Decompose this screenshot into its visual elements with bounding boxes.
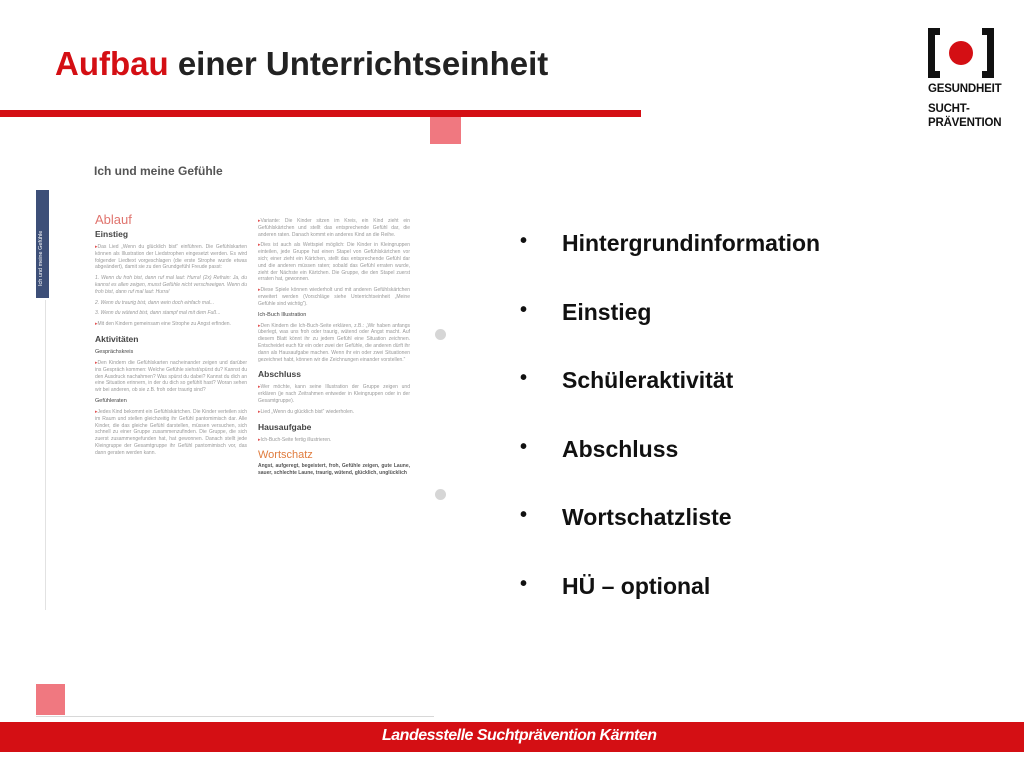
doc-paragraph: 1. Wenn du froh bist, dann ruf mal laut: Hurra! (2x) Refrain: Ja, du kannst es allen zeigen, musst Gefühle nicht verschweigen. Wenn du froh bist, dann ruf mal laut: Hurra!	[95, 275, 247, 295]
document-sidebar-label: Ich und meine Gefühle	[38, 230, 44, 286]
bullet-item: • Schüleraktivität	[520, 367, 820, 436]
logo	[928, 28, 1002, 130]
doc-paragraph: Angst, aufgeregt, begeistert, froh, Gefühle zeigen, gute Laune, sauer, schlechte Laune, traurig, wütend, glücklich, unglücklich	[258, 463, 410, 477]
document-margin-line	[45, 300, 46, 610]
decor-square-bottom	[36, 684, 65, 715]
title-underline	[0, 110, 641, 117]
bullet-item: • Abschluss	[520, 436, 820, 505]
divider	[36, 716, 434, 717]
doc-subheading: Gefühleraten	[95, 397, 127, 404]
doc-paragraph: ▸ Variante: Die Kinder sitzen im Kreis, ein Kind zieht ein Gefühlskärtchen und stellt das entsprechende Gefühl dar, die anderen raten. Danach kommt ein anderes Kind an die Reihe.	[258, 218, 410, 238]
logo-line-3: PRÄVENTION	[928, 117, 1002, 129]
doc-paragraph: ▸ Wer möchte, kann seine Illustration der Gruppe zeigen und erklären (je nach Zeitrahmen entweder in Kleingruppen oder in der Gesamtgruppe).	[258, 384, 410, 404]
decor-square-top	[430, 117, 461, 144]
doc-heading-hausaufgabe: Hausaufgabe	[258, 421, 312, 432]
doc-paragraph: ▸ Ich-Buch-Seite fertig illustrieren.	[258, 437, 410, 444]
slide-title	[55, 45, 548, 83]
decor-dot	[435, 329, 446, 340]
doc-subheading: Ich-Buch Illustration	[258, 311, 307, 318]
footer-bar	[0, 722, 1024, 752]
bullet-list	[520, 230, 820, 641]
logo-line-2: SUCHT-	[928, 103, 970, 115]
bullet-item: • Wortschatzliste	[520, 504, 820, 573]
slide-title-rest: einer Unterrichtseinheit	[168, 45, 549, 82]
doc-subheading: Gesprächskreis	[95, 348, 134, 355]
document-sidebar-tab	[36, 190, 49, 298]
doc-paragraph: ▸ Dies ist auch als Wettspiel möglich: Die Kinder in Kleingruppen einteilen, jede Gruppe hat einen Stapel von Gefühlskärtchen vor sich; einer zieht ein Kärtchen, stellt das entsprechende Gefühl dar und die anderen müssen raten; sobald das Gefühl erraten wurde, zieht der Nächste ein Kärtchen. Die Gruppe, die den Stapel zuerst erraten hat, gewonnen.	[258, 242, 410, 283]
doc-heading-ablauf: Ablauf	[95, 212, 132, 227]
doc-heading-abschluss: Abschluss	[258, 369, 301, 380]
logo-mark-icon	[928, 28, 994, 80]
doc-paragraph: 2. Wenn du traurig bist, dann wein doch einfach mal...	[95, 299, 215, 306]
slide-title-accent: Aufbau	[55, 45, 169, 82]
doc-paragraph: ▸ Lied „Wenn du glücklich bist“ wiederholen.	[258, 409, 410, 416]
decor-dot	[435, 489, 446, 500]
bullet-item: • Hintergrundinformation	[520, 230, 820, 299]
logo-line-1: GESUNDHEIT	[928, 83, 1002, 95]
document-column-left	[95, 212, 247, 457]
doc-paragraph: ▸ Mit den Kindern gemeinsam eine Strophe zu Angst erfinden.	[95, 321, 247, 328]
doc-paragraph: ▸ Jedes Kind bekommt ein Gefühlskärtchen. Die Kinder verteilen sich im Raum und stellen gleichzeitig ihr Gefühl pantomimisch dar. Alle Kinder, die das gleiche Gefühl darstellen, müssen versuchen, sich schnell zu einer Gruppe zusammenzufinden. Die Gruppe, die sich zuerst zusammengefunden hat, hat gewonnen. Danach stellt jede Kleingruppe der Gesamtgruppe ihr Gefühl pantomimisch vor, das dann geraten werden kann.	[95, 409, 247, 457]
doc-paragraph: ▸ Diese Spiele können wiederholt und mit anderen Gefühlskärtchen erweitert werden (Vorschläge siehe Unterrichtseinheit „Meine Gefühle sind wichtig“).	[258, 287, 410, 307]
doc-paragraph: ▸ Das Lied „Wenn du glücklich bist“ einführen. Die Gefühlskarten können als Illustration der Liedstrophen eingesetzt werden. Es wird folgender Liedtext vorgeschlagen (die erste Strophe wurde etwas abgeändert), damit sie zu den Grundgefühl Freude passt:	[95, 244, 247, 271]
doc-paragraph: ▸ Den Kindern die Gefühlskarten nacheinander zeigen und darüber ins Gespräch kommen: Welche Gefühle siehst/spürst du? Kannst du den Ausdruck nachahmen? Was spürst du dabei? Kannst du dich an eine Situation erinnern, in der du dich so gefühlt hast? Woran sehen wir bei anderen, ob sie z.B. froh oder traurig sind?	[95, 360, 247, 394]
doc-heading-wortschatz: Wortschatz	[258, 449, 313, 462]
document-column-right	[258, 218, 410, 477]
doc-paragraph: ▸ Den Kindern die Ich-Buch-Seite erklären, z.B.: „Wir haben anfangs überlegt, was uns froh oder traurig, wütend oder Angst macht. Auf diesem Blatt könnt ihr zu jedem Gefühl eine Situation zeichnen. Entscheidet euch für ein oder zwei der Gefühle, die anderen dürft ihr dann als Hausaufgabe machen. Wenn ihr ein oder zwei Situationen gezeichnet habt, können wir die Zeichnungen einander vorstellen.“	[258, 323, 410, 364]
doc-paragraph: 3. Wenn du wütend bist, dann stampf mal mit dem Fuß...	[95, 310, 221, 317]
footer-text: Landesstelle Suchtprävention Kärnten	[382, 727, 657, 744]
bullet-item: • Einstieg	[520, 299, 820, 368]
document-title: Ich und meine Gefühle	[94, 164, 223, 178]
doc-heading-einstieg: Einstieg	[95, 229, 129, 239]
bullet-item: • HÜ – optional	[520, 573, 820, 642]
doc-heading-aktivitaeten: Aktivitäten	[95, 333, 139, 344]
document-scan	[36, 150, 436, 680]
